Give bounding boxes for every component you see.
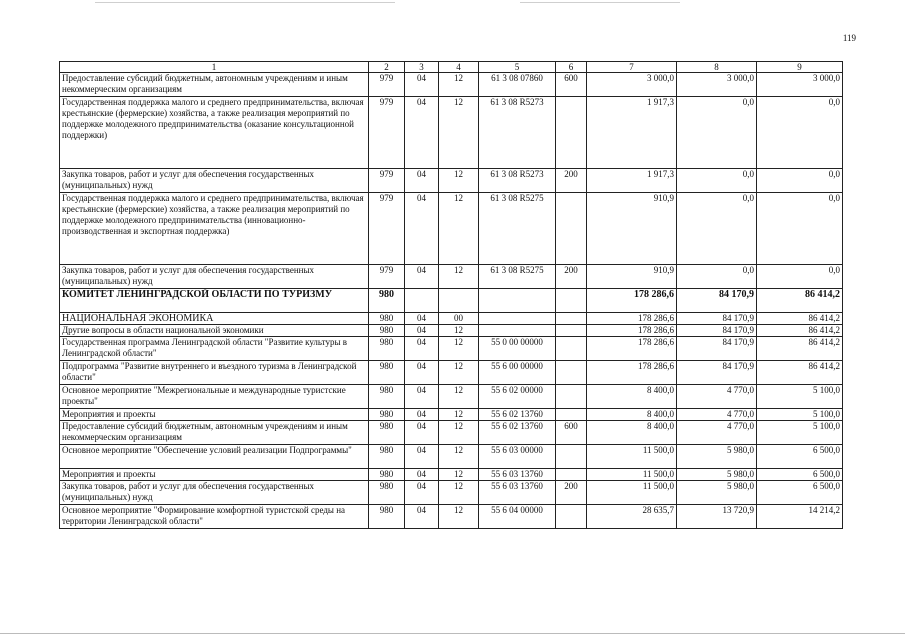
row-value-cell: 0,0 — [757, 193, 843, 265]
row-value-cell: 61 3 08 R5275 — [479, 265, 556, 289]
row-value-cell: 04 — [405, 505, 439, 529]
table-row — [60, 409, 843, 421]
row-value-cell: 04 — [405, 169, 439, 193]
row-name-cell: Закупка товаров, работ и услуг для обеспечения государственных (муниципальных) нужд — [60, 169, 369, 193]
row-name-cell: НАЦИОНАЛЬНАЯ ЭКОНОМИКА — [60, 313, 369, 325]
row-value-cell: 86 414,2 — [757, 361, 843, 385]
row-value-cell: 980 — [369, 325, 405, 337]
row-value-cell: 3 000,0 — [587, 73, 677, 97]
row-value-cell: 979 — [369, 73, 405, 97]
row-value-cell: 84 170,9 — [677, 325, 757, 337]
column-header: 5 — [479, 62, 556, 73]
row-value-cell — [556, 469, 587, 481]
row-value-cell: 200 — [556, 481, 587, 505]
row-value-cell: 178 286,6 — [587, 361, 677, 385]
table-row — [60, 325, 843, 337]
row-value-cell — [556, 445, 587, 469]
row-value-cell: 5 980,0 — [677, 445, 757, 469]
scan-edge-bottom — [0, 633, 905, 634]
row-value-cell: 0,0 — [677, 97, 757, 169]
row-value-cell: 84 170,9 — [677, 361, 757, 385]
row-value-cell: 0,0 — [677, 169, 757, 193]
row-value-cell: 980 — [369, 337, 405, 361]
table-row — [60, 385, 843, 409]
row-value-cell: 12 — [439, 193, 479, 265]
row-value-cell: 61 3 08 07860 — [479, 73, 556, 97]
table-row — [60, 169, 843, 193]
row-value-cell: 61 3 08 R5273 — [479, 169, 556, 193]
row-value-cell: 979 — [369, 169, 405, 193]
table-row — [60, 97, 843, 169]
row-value-cell: 04 — [405, 445, 439, 469]
row-value-cell: 86 414,2 — [757, 289, 843, 313]
row-value-cell: 12 — [439, 97, 479, 169]
row-value-cell: 979 — [369, 97, 405, 169]
row-name-cell: КОМИТЕТ ЛЕНИНГРАДСКОЙ ОБЛАСТИ ПО ТУРИЗМУ — [60, 289, 369, 313]
row-value-cell: 04 — [405, 337, 439, 361]
table-row — [60, 313, 843, 325]
row-value-cell — [556, 409, 587, 421]
row-value-cell: 980 — [369, 385, 405, 409]
row-value-cell: 04 — [405, 385, 439, 409]
row-value-cell: 11 500,0 — [587, 469, 677, 481]
row-value-cell: 910,9 — [587, 265, 677, 289]
row-value-cell: 200 — [556, 169, 587, 193]
row-value-cell: 04 — [405, 361, 439, 385]
row-value-cell — [556, 337, 587, 361]
row-value-cell: 00 — [439, 313, 479, 325]
row-value-cell: 04 — [405, 409, 439, 421]
row-value-cell: 55 6 03 00000 — [479, 445, 556, 469]
row-value-cell: 12 — [439, 505, 479, 529]
row-name-cell: Подпрограмма "Развитие внутреннего и въездного туризма в Ленинградской области" — [60, 361, 369, 385]
row-value-cell: 200 — [556, 265, 587, 289]
row-value-cell: 1 917,3 — [587, 169, 677, 193]
row-value-cell: 6 500,0 — [757, 445, 843, 469]
row-value-cell: 12 — [439, 445, 479, 469]
row-value-cell: 6 500,0 — [757, 481, 843, 505]
row-value-cell: 55 0 00 00000 — [479, 337, 556, 361]
row-value-cell: 0,0 — [677, 265, 757, 289]
row-value-cell: 3 000,0 — [677, 73, 757, 97]
row-value-cell: 178 286,6 — [587, 325, 677, 337]
row-value-cell: 6 500,0 — [757, 469, 843, 481]
row-value-cell: 04 — [405, 265, 439, 289]
row-value-cell: 8 400,0 — [587, 385, 677, 409]
row-value-cell: 04 — [405, 313, 439, 325]
row-value-cell: 04 — [405, 73, 439, 97]
row-value-cell: 3 000,0 — [757, 73, 843, 97]
row-value-cell: 12 — [439, 265, 479, 289]
row-value-cell: 61 3 08 R5273 — [479, 97, 556, 169]
row-value-cell: 12 — [439, 169, 479, 193]
scan-edge-top-right — [520, 2, 680, 3]
row-value-cell: 12 — [439, 421, 479, 445]
row-name-cell: Государственная поддержка малого и среднего предпринимательства, включая крестьянские (фермерские) хозяйства, а также реализация мероприятий по поддержке молодежного предпринимательства (инновационно-производственная и экспортная поддержка) — [60, 193, 369, 265]
row-value-cell: 04 — [405, 469, 439, 481]
row-value-cell: 5 980,0 — [677, 469, 757, 481]
row-value-cell: 04 — [405, 481, 439, 505]
row-name-cell: Закупка товаров, работ и услуг для обеспечения государственных (муниципальных) нужд — [60, 265, 369, 289]
row-value-cell: 5 100,0 — [757, 421, 843, 445]
table-row — [60, 469, 843, 481]
row-value-cell: 4 770,0 — [677, 385, 757, 409]
row-value-cell — [556, 505, 587, 529]
row-value-cell: 55 6 02 13760 — [479, 421, 556, 445]
row-value-cell: 04 — [405, 325, 439, 337]
table-row — [60, 445, 843, 469]
row-value-cell: 12 — [439, 409, 479, 421]
row-value-cell: 55 6 04 00000 — [479, 505, 556, 529]
row-value-cell: 980 — [369, 505, 405, 529]
row-name-cell: Предоставление субсидий бюджетным, автономным учреждениям и иным некоммерческим организациям — [60, 73, 369, 97]
table-header-row — [60, 62, 843, 73]
row-value-cell — [556, 97, 587, 169]
row-value-cell: 13 720,9 — [677, 505, 757, 529]
row-value-cell: 5 100,0 — [757, 409, 843, 421]
row-value-cell: 980 — [369, 421, 405, 445]
table-row — [60, 421, 843, 445]
row-value-cell: 980 — [369, 409, 405, 421]
row-value-cell — [556, 193, 587, 265]
row-name-cell: Предоставление субсидий бюджетным, автономным учреждениям и иным некоммерческим организациям — [60, 421, 369, 445]
row-value-cell: 980 — [369, 469, 405, 481]
row-name-cell: Основное мероприятие "Межрегиональные и международные туристские проекты" — [60, 385, 369, 409]
row-value-cell: 84 170,9 — [677, 313, 757, 325]
row-value-cell: 12 — [439, 73, 479, 97]
row-value-cell: 5 980,0 — [677, 481, 757, 505]
row-value-cell: 0,0 — [757, 97, 843, 169]
row-value-cell: 600 — [556, 421, 587, 445]
row-value-cell — [556, 361, 587, 385]
row-value-cell: 55 6 03 13760 — [479, 469, 556, 481]
row-value-cell: 980 — [369, 481, 405, 505]
table-row — [60, 505, 843, 529]
row-value-cell: 12 — [439, 337, 479, 361]
column-header: 7 — [587, 62, 677, 73]
row-value-cell — [479, 313, 556, 325]
row-value-cell: 0,0 — [757, 265, 843, 289]
row-name-cell: Государственная программа Ленинградской области "Развитие культуры в Ленинградской области" — [60, 337, 369, 361]
row-value-cell: 5 100,0 — [757, 385, 843, 409]
row-value-cell — [479, 289, 556, 313]
table-row — [60, 73, 843, 97]
table-row — [60, 193, 843, 265]
table-row — [60, 337, 843, 361]
row-value-cell: 86 414,2 — [757, 313, 843, 325]
column-header: 6 — [556, 62, 587, 73]
row-value-cell: 04 — [405, 193, 439, 265]
row-value-cell: 28 635,7 — [587, 505, 677, 529]
row-value-cell: 55 6 03 13760 — [479, 481, 556, 505]
row-value-cell — [556, 385, 587, 409]
row-name-cell: Закупка товаров, работ и услуг для обеспечения государственных (муниципальных) нужд — [60, 481, 369, 505]
row-value-cell: 0,0 — [677, 193, 757, 265]
row-value-cell: 910,9 — [587, 193, 677, 265]
row-value-cell: 61 3 08 R5275 — [479, 193, 556, 265]
row-name-cell: Мероприятия и проекты — [60, 409, 369, 421]
row-value-cell: 55 6 02 13760 — [479, 409, 556, 421]
budget-table — [59, 61, 843, 529]
row-value-cell: 12 — [439, 469, 479, 481]
row-value-cell: 980 — [369, 361, 405, 385]
row-value-cell: 86 414,2 — [757, 337, 843, 361]
column-header: 3 — [405, 62, 439, 73]
row-value-cell: 4 770,0 — [677, 421, 757, 445]
row-value-cell: 4 770,0 — [677, 409, 757, 421]
row-value-cell: 04 — [405, 97, 439, 169]
row-value-cell: 979 — [369, 265, 405, 289]
row-value-cell: 8 400,0 — [587, 409, 677, 421]
row-value-cell: 12 — [439, 325, 479, 337]
row-value-cell: 980 — [369, 289, 405, 313]
row-value-cell: 0,0 — [757, 169, 843, 193]
row-value-cell: 86 414,2 — [757, 325, 843, 337]
table-row — [60, 265, 843, 289]
row-name-cell: Основное мероприятие "Обеспечение условий реализации Подпрограммы" — [60, 445, 369, 469]
column-header: 4 — [439, 62, 479, 73]
row-name-cell: Мероприятия и проекты — [60, 469, 369, 481]
row-value-cell: 04 — [405, 421, 439, 445]
row-value-cell: 12 — [439, 481, 479, 505]
row-value-cell: 600 — [556, 73, 587, 97]
row-name-cell: Другие вопросы в области национальной экономики — [60, 325, 369, 337]
row-value-cell: 84 170,9 — [677, 289, 757, 313]
row-value-cell: 178 286,6 — [587, 337, 677, 361]
row-value-cell: 14 214,2 — [757, 505, 843, 529]
column-header: 8 — [677, 62, 757, 73]
column-header: 1 — [60, 62, 369, 73]
row-value-cell: 11 500,0 — [587, 445, 677, 469]
scan-edge-top — [95, 2, 395, 3]
row-value-cell: 178 286,6 — [587, 289, 677, 313]
row-value-cell — [556, 313, 587, 325]
row-value-cell — [479, 325, 556, 337]
row-value-cell: 55 6 02 00000 — [479, 385, 556, 409]
row-value-cell — [405, 289, 439, 313]
row-value-cell: 178 286,6 — [587, 313, 677, 325]
row-value-cell — [556, 289, 587, 313]
table-row — [60, 289, 843, 313]
row-value-cell — [556, 325, 587, 337]
row-name-cell: Основное мероприятие "Формирование комфортной туристской среды на территории Ленинградской области" — [60, 505, 369, 529]
table-row — [60, 481, 843, 505]
column-header: 2 — [369, 62, 405, 73]
row-value-cell — [439, 289, 479, 313]
row-value-cell: 980 — [369, 313, 405, 325]
row-name-cell: Государственная поддержка малого и среднего предпринимательства, включая крестьянские (фермерские) хозяйства, а также реализация мероприятий по поддержке молодежного предпринимательства (оказание консультационной поддержки) — [60, 97, 369, 169]
table-row — [60, 361, 843, 385]
row-value-cell: 980 — [369, 445, 405, 469]
row-value-cell: 84 170,9 — [677, 337, 757, 361]
page-number: 119 — [842, 33, 856, 43]
row-value-cell: 12 — [439, 385, 479, 409]
row-value-cell: 11 500,0 — [587, 481, 677, 505]
column-header: 9 — [757, 62, 843, 73]
row-value-cell: 1 917,3 — [587, 97, 677, 169]
row-value-cell: 12 — [439, 361, 479, 385]
row-value-cell: 8 400,0 — [587, 421, 677, 445]
row-value-cell: 979 — [369, 193, 405, 265]
row-value-cell: 55 6 00 00000 — [479, 361, 556, 385]
